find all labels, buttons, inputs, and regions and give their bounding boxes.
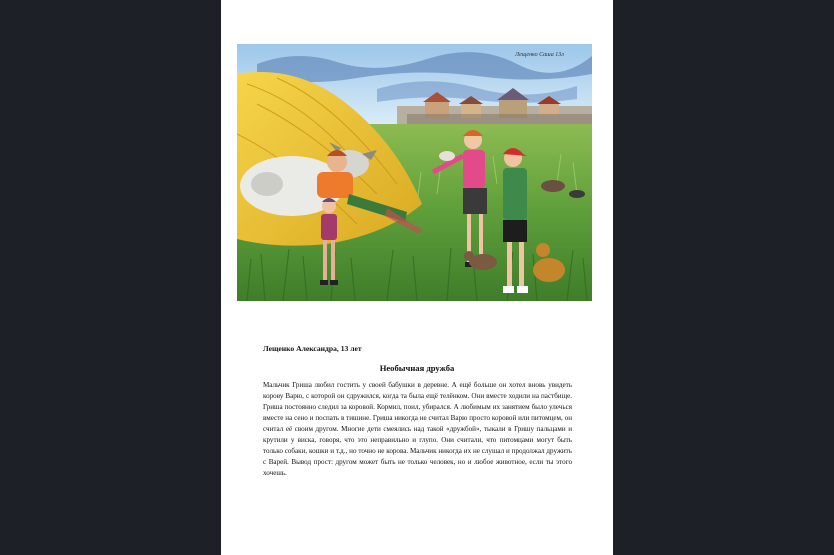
story-illustration	[237, 44, 592, 301]
story-text: Мальчик Гриша любил гостить у своей бабушки в деревне. А ещё больше он хотел вновь увидеть корову Варю, с которой он сдружился, когда та была ещё телёнком. Они вместе ходили на пастбище. Гриша постоянно следил за коровой. Кормил, поил, убирался. А любимым их занятием было улечься вместе на сено и поспать в тишине. Гриша никогда не считал Варю просто коровой или питомцем, он считал её своим другом. Многие дети смеялись над такой «дружбой», тыкали в Гришу пальцами и крутили у виска, говоря, что это неправильно и глупо. Они считали, что питомцами могут быть только собаки, кошки и т.д., но точно не корова. Мальчик никогда их не слушал и продолжал дружить с Варей. Вывод прост: другом может быть не только человек, но и любое животное, если ты этого хочешь.	[263, 381, 572, 477]
story-title: Необычная дружба	[379, 363, 455, 373]
author-line: Лещенко Александра, 13 лет	[263, 344, 362, 353]
signature-text: Лещенко Саша 13л	[515, 52, 564, 58]
document-page	[221, 0, 613, 555]
